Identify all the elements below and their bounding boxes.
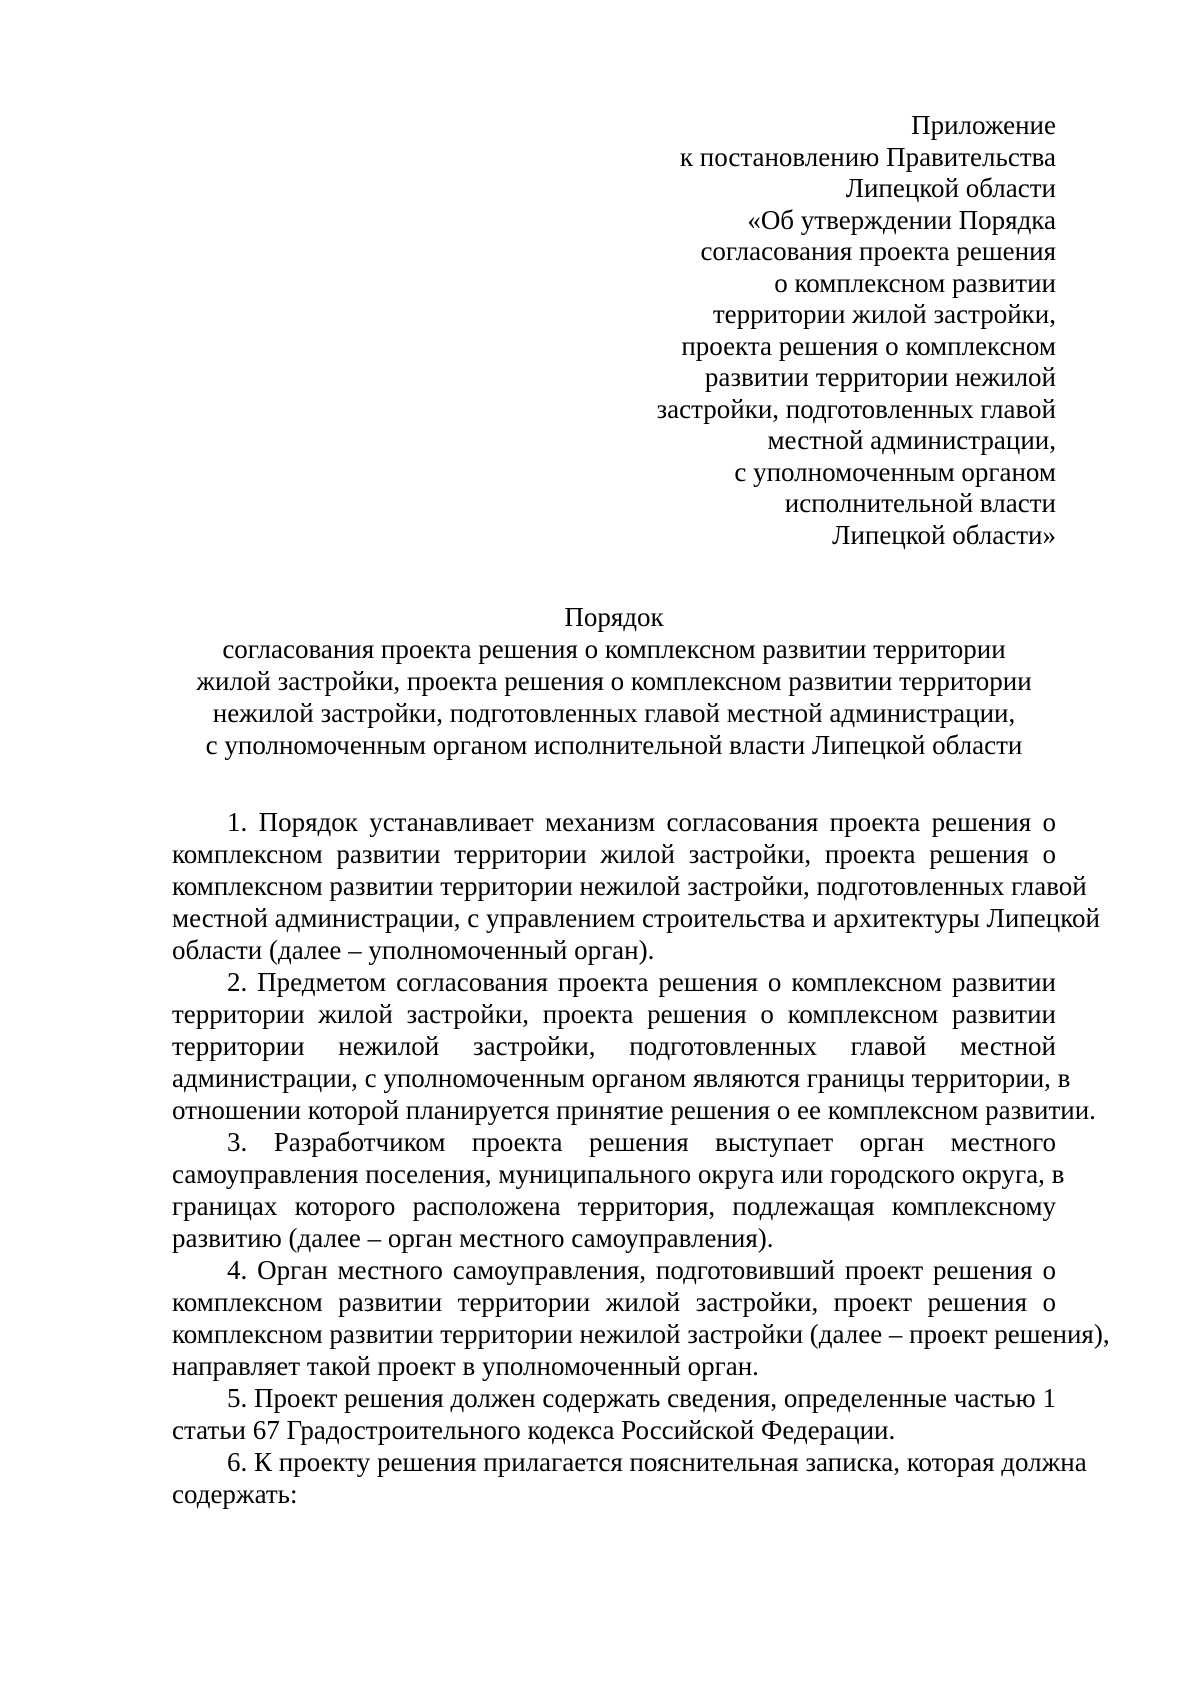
- paragraph-line: развитию (далее – орган местного самоуправления).: [172, 1223, 774, 1253]
- appendix-line: Липецкой области»: [832, 519, 1056, 550]
- document-subtitle-line: согласования проекта решения о комплексном развитии территории: [222, 634, 1006, 664]
- paragraph-line: комплексном развитии территории нежилой застройки (далее – проект решения),: [172, 1319, 1110, 1349]
- paragraph-line: территории нежилой застройки, подготовленных главой местной: [172, 1031, 1056, 1061]
- paragraph-line: направляет такой проект в уполномоченный орган.: [172, 1351, 759, 1381]
- appendix-line: проекта решения о комплексном: [681, 330, 1056, 361]
- appendix-block: [496, 110, 1056, 551]
- paragraph-line: комплексном развитии территории жилой застройки, проекта решения о: [172, 839, 1056, 869]
- paragraph-4: [172, 1254, 1110, 1382]
- appendix-line: Приложение: [911, 110, 1056, 140]
- paragraph-line: содержать:: [172, 1479, 298, 1509]
- paragraph-line: 6. К проекту решения прилагается пояснительная записка, которая должна: [227, 1447, 1087, 1477]
- paragraph-line: границах которого расположена территория, подлежащая комплексному: [172, 1191, 1056, 1221]
- document-subtitle-line: с уполномоченным органом исполнительной власти Липецкой области: [205, 730, 1023, 760]
- appendix-line: с уполномоченным органом: [734, 456, 1056, 487]
- paragraph-1: [172, 806, 1100, 966]
- document-subtitle-line: нежилой застройки, подготовленных главой местной администрации,: [212, 698, 1016, 728]
- appendix-line: территории жилой застройки,: [712, 299, 1056, 329]
- paragraph-line: 1. Порядок устанавливает механизм согласования проекта решения о: [227, 807, 1056, 837]
- paragraph-6: [172, 1446, 1087, 1510]
- paragraph-line: местной администрации, с управлением строительства и архитектуры Липецкой: [172, 903, 1100, 933]
- paragraph-line: 3. Разработчиком проекта решения выступает орган местного: [227, 1127, 1056, 1157]
- paragraph-line: территории жилой застройки, проекта решения о комплексном развитии: [172, 999, 1056, 1029]
- appendix-line: согласования проекта решения: [700, 236, 1056, 266]
- paragraph-line: комплексном развитии территории нежилой застройки, подготовленных главой: [172, 871, 1087, 901]
- paragraph-line: статьи 67 Градостроительного кодекса Российской Федерации.: [172, 1415, 896, 1445]
- appendix-line: о комплексном развитии: [774, 267, 1056, 298]
- paragraph-line: отношении которой планируется принятие решения о ее комплексном развитии.: [172, 1095, 1096, 1125]
- appendix-line: Липецкой области: [845, 173, 1056, 203]
- document-heading: [172, 601, 1056, 761]
- paragraph-2: [172, 966, 1096, 1126]
- appendix-line: исполнительной власти: [784, 488, 1056, 518]
- appendix-line: к постановлению Правительства: [679, 141, 1056, 172]
- paragraph-line: администрации, с уполномоченным органом являются границы территории, в: [172, 1063, 1071, 1093]
- paragraph-3: [172, 1126, 1065, 1254]
- document-subtitle-line: жилой застройки, проекта решения о комплексном развитии территории: [196, 666, 1032, 696]
- paragraph-line: области (далее – уполномоченный орган).: [172, 935, 655, 965]
- appendix-line: развитии территории нежилой: [704, 362, 1056, 392]
- appendix-line: «Об утверждении Порядка: [747, 204, 1056, 235]
- document-title: Порядок: [564, 602, 664, 632]
- document-body: [172, 806, 1110, 1510]
- paragraph-line: 2. Предметом согласования проекта решения о комплексном развитии: [227, 967, 1056, 997]
- paragraph-5: [172, 1382, 1056, 1446]
- appendix-line: местной администрации,: [767, 425, 1056, 455]
- paragraph-line: 4. Орган местного самоуправления, подготовивший проект решения о: [227, 1255, 1056, 1285]
- paragraph-line: самоуправления поселения, муниципального округа или городского округа, в: [172, 1159, 1065, 1189]
- paragraph-line: комплексном развитии территории жилой застройки, проект решения о: [172, 1287, 1056, 1317]
- paragraph-line: 5. Проект решения должен содержать сведения, определенные частью 1: [227, 1383, 1056, 1413]
- appendix-line: застройки, подготовленных главой: [656, 393, 1056, 424]
